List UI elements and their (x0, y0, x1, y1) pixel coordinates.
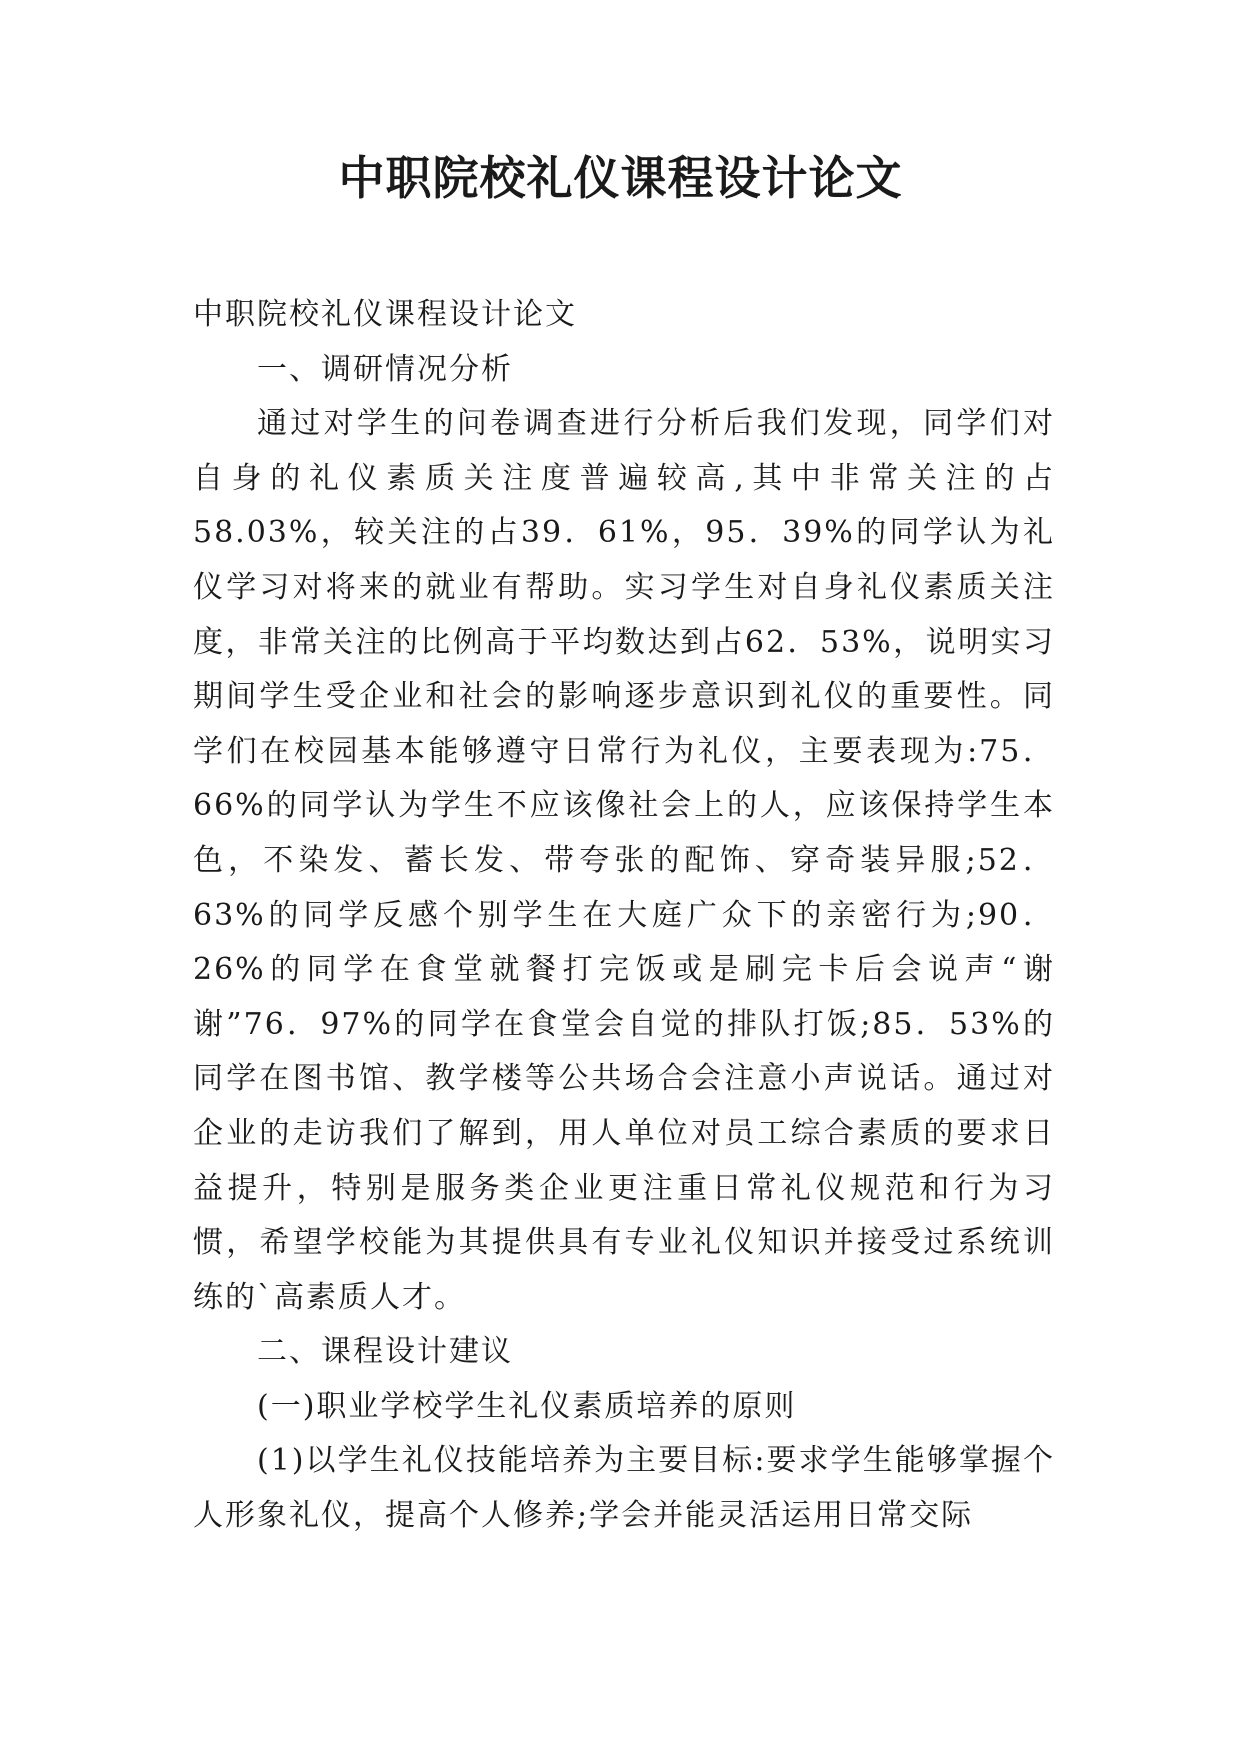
document-body (193, 288, 1055, 1544)
paragraph-subtitle: 中职院校礼仪课程设计论文 (193, 297, 577, 332)
subsection-heading-principles: (一)职业学校学生礼仪素质培养的原则 (257, 1388, 797, 1424)
document-title: 中职院校礼仪课程设计论文 (338, 151, 903, 205)
section-heading-research: 一、调研情况分析 (257, 351, 513, 387)
paragraph-research-analysis: 通过对学生的问卷调查进行分析后我们发现，同学们对自身的礼仪素质关注度普遍较高,其中非常关注的占58.03%，较关注的占39．61%，95．39%的同学认为礼仪学习对将来的就业有帮助。实习学生对自身礼仪素质关注度，非常关注的比例高于平均数达到占62．53%，说明实习期间学生受企业和社会的影响逐步意识到礼仪的重要性。同学们在校园基本能够遵守日常行为礼仪，主要表现为:75．66%的同学认为学生不应该像社会上的人，应该保持学生本色，不染发、蓄长发、带夸张的配饰、穿奇装异服;52．63%的同学反感个别学生在大庭广众下的亲密行为;90．26%的同学在食堂就餐打完饭或是刷完卡后会说声“谢谢”76．97%的同学在食堂会自觉的排队打饭;85．53%的同学在图书馆、教学楼等公共场合会注意小声说话。通过对企业的走访我们了解到，用人单位对员工综合素质的要求日益提升，特别是服务类企业更注重日常礼仪规范和行为习惯，希望学校能为其提供具有专业礼仪知识并接受过系统训练的`高素质人才。 (193, 406, 1055, 1315)
section-heading-course-design: 二、课程设计建议 (257, 1334, 513, 1370)
paragraph-principle-1: (1)以学生礼仪技能培养为主要目标:要求学生能够掌握个人形象礼仪，提高个人修养;学会并能灵活运用日常交际 (193, 1443, 1055, 1534)
